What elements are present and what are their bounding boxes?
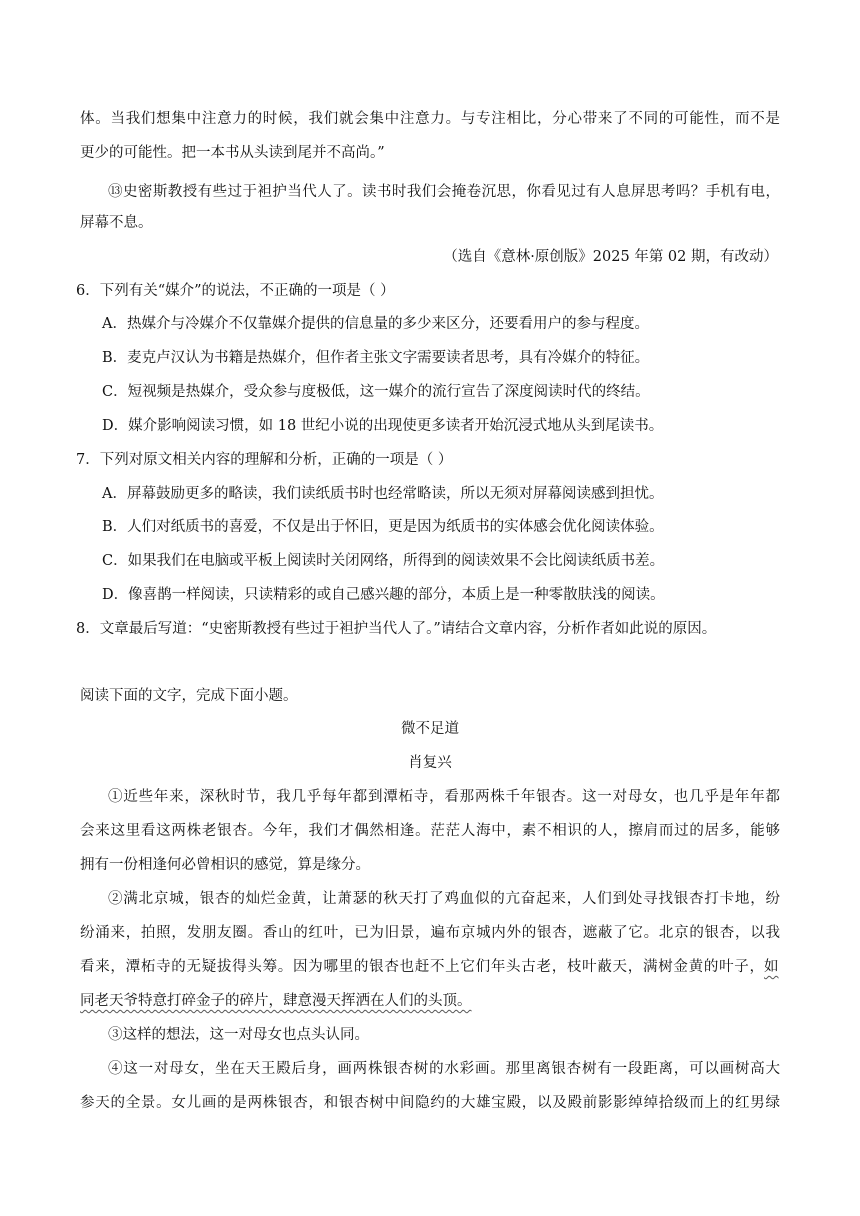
article-paragraph-3: ③这样的想法，这一对母女也点头认同。 xyxy=(108,1027,369,1043)
question-7-option-a: A．屏幕鼓励更多的略读，我们读纸质书时也经常略读，所以无须对屏幕阅读感到担忧。 xyxy=(102,486,664,502)
question-7-option-b: B．人们对纸质书的喜爱，不仅是出于怀旧，更是因为纸质书的实体感会优化阅读体验。 xyxy=(102,519,664,535)
article-paragraph-2-underlined-line: 同老天爷特意打碎金子的碎片，肆意漫天挥洒在人们的头顶。 xyxy=(80,993,472,1009)
question-6-option-d: D．媒介影响阅读习惯，如 18 世纪小说的出现使更多读者开始沉浸式地从头到尾读书。 xyxy=(102,418,664,434)
article-paragraph-2-line-3: 看来，潭柘寺的无疑拔得头筹。因为哪里的银杏也赶不上它们年头古老，枝叶蔽天，满树金黄的叶子， xyxy=(80,959,764,975)
question-7-stem: 7．下列对原文相关内容的理解和分析，正确的一项是（ ） xyxy=(76,452,453,468)
article-paragraph-1-line-3: 拥有一份相逢何必曾相识的感觉，算是缘分。 xyxy=(80,857,370,873)
passage1-line-2: 更少的可能性。把一本书从头读到尾并不高尚。” xyxy=(80,145,385,161)
article-paragraph-2-line-2: 纷涌来，拍照，发朋友圈。香山的红叶，已为旧景，遍布京城内外的银杏，遮蔽了它。北京的银杏，以我 xyxy=(80,925,780,941)
article-paragraph-1-line-1: ①近些年来，深秋时节，我几乎每年都到潭柘寺，看那两株千年银杏。这一对母女，也几乎是年年都 xyxy=(108,789,780,805)
source-citation: （选自《意林·原创版》2025 年第 02 期，有改动） xyxy=(443,249,778,265)
question-7-option-c: C．如果我们在电脑或平板上阅读时关闭网络，所得到的阅读效果不会比阅读纸质书差。 xyxy=(102,553,665,569)
article-paragraph-4-line-2: 参天的全景。女儿画的是两株银杏，和银杏树中间隐约的大雄宝殿，以及殿前影影绰绰拾级而上的红男绿 xyxy=(80,1095,780,1111)
article-paragraph-4-line-1: ④这一对母女，坐在天王殿后身，画两株银杏树的水彩画。那里离银杏树有一段距离，可以画树高大 xyxy=(108,1061,780,1077)
question-6-option-c: C．短视频是热媒介，受众参与度极低，这一媒介的流行宣告了深度阅读时代的终结。 xyxy=(102,384,650,400)
article-author: 肖复兴 xyxy=(408,755,452,771)
article-paragraph-1-line-2: 会来这里看这两株老银杏。今年，我们才偶然相逢。茫茫人海中，素不相识的人，擦肩而过的居多，能够 xyxy=(80,823,780,839)
article-title: 微不足道 xyxy=(401,721,459,737)
article-paragraph-2-line-1: ②满北京城，银杏的灿烂金黄，让萧瑟的秋天打了鸡血似的亢奋起来，人们到处寻找银杏打卡地，纷 xyxy=(108,891,780,907)
passage1-line-1: 体。当我们想集中注意力的时候，我们就会集中注意力。与专注相比，分心带来了不同的可能性，而不是 xyxy=(80,111,780,127)
passage1-paragraph-13: ⑬史密斯教授有些过于袒护当代人了。读书时我们会掩卷沉思，你看见过有人息屏思考吗？手机有电， xyxy=(108,184,780,200)
question-6-option-a: A．热媒介与冷媒介不仅靠媒介提供的信息量的多少来区分，还要看用户的参与程度。 xyxy=(102,316,649,332)
question-6-stem: 6．下列有关“媒介”的说法，不正确的一项是（ ） xyxy=(76,283,395,299)
section2-instruction: 阅读下面的文字，完成下面小题。 xyxy=(80,688,298,704)
question-8-stem: 8．文章最后写道：“史密斯教授有些过于袒护当代人了。”请结合文章内容，分析作者如此说的原因。 xyxy=(76,621,717,637)
article-paragraph-2-underlined-start: 如 xyxy=(764,959,779,975)
question-7-option-d: D．像喜鹊一样阅读，只读精彩的或自己感兴趣的部分，本质上是一种零散肤浅的阅读。 xyxy=(102,587,665,603)
question-6-option-b: B．麦克卢汉认为书籍是热媒介，但作者主张文字需要读者思考，具有冷媒介的特征。 xyxy=(102,350,650,366)
passage1-line-4: 屏幕不息。 xyxy=(80,215,153,231)
